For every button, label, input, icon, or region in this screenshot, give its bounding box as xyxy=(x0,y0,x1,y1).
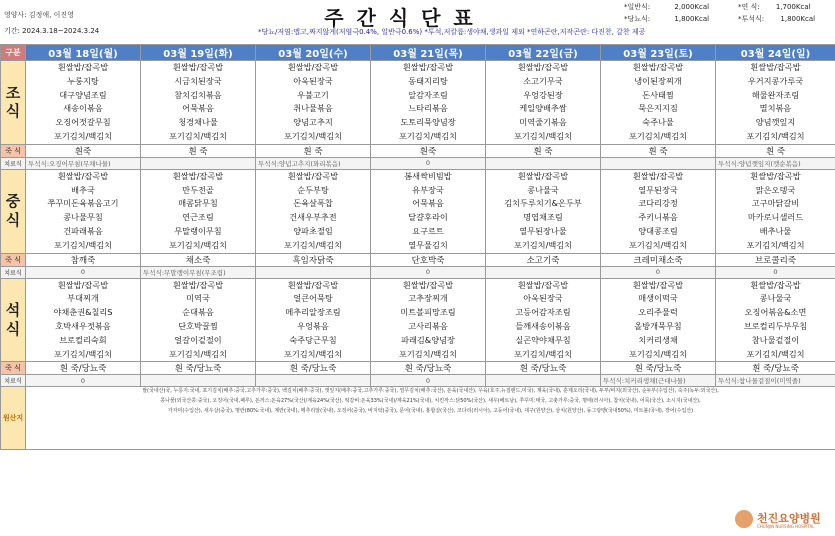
dish-item: 건새우부추전 xyxy=(289,212,337,223)
dish-item: 아욱된장국 xyxy=(293,75,333,86)
day-dish-cell xyxy=(256,169,371,253)
day-dish-cell xyxy=(26,169,141,253)
dish-item: 메추리알장조림 xyxy=(285,307,341,318)
dish-item: 부대찌개 xyxy=(67,293,99,304)
therapy-cell xyxy=(486,157,601,169)
dish-item: 포기김치/백김치 xyxy=(628,130,688,141)
therapy-cell: 0 xyxy=(371,157,486,169)
dish-item: 묵은지지짐 xyxy=(638,103,678,114)
dish-item: 참치김치볶음 xyxy=(174,89,222,100)
day-header: 03월 23일(토) xyxy=(601,45,716,61)
kcal-general: *일반식: 2,000Kcal xyxy=(624,3,710,11)
therapy-cell: 투석식:참나물겉절이(미역줄) xyxy=(716,375,835,387)
dish-item: 연근조림 xyxy=(182,212,214,223)
dish-item: 포기김치/백김치 xyxy=(746,130,805,141)
dish-item: 들깨새송이볶음 xyxy=(515,320,571,331)
porridge-row xyxy=(1,362,835,375)
porridge-cell: 흑임자닭죽 xyxy=(256,253,371,266)
porridge-cell: 참깨죽 xyxy=(26,253,141,266)
dish-item: 포기김치/백김치 xyxy=(283,130,343,141)
dish-item: 고추장찌개 xyxy=(408,293,448,304)
dish-item: 봄새싹비빔밥 xyxy=(404,170,452,181)
weekly-menu-table xyxy=(0,44,835,450)
dish-item: 양대콩조림 xyxy=(638,225,678,236)
day-dish-cell xyxy=(601,61,716,145)
dish-item: 흰쌀밥/잡곡밥 xyxy=(287,279,339,290)
therapy-cell: 0 xyxy=(371,266,486,278)
dish-item: 오리주물럭 xyxy=(638,307,678,318)
dish-item: 포기김치/백김치 xyxy=(746,348,805,359)
day-header: 03월 18일(월) xyxy=(26,45,141,61)
therapy-cell: 0 xyxy=(26,266,141,278)
meal-label xyxy=(1,61,26,145)
meal-row xyxy=(1,278,835,362)
dish-item: 양념고추지 xyxy=(293,117,333,128)
porridge-cell: 흰 죽/당뇨죽 xyxy=(141,362,256,375)
dish-item: 치커리생채 xyxy=(638,334,678,345)
dish-item: 양념깻잎지 xyxy=(755,117,796,128)
origin-line: 쌀(국내산)국, 누룽지:국내, 포기김치(배추:중국,고추가루:중국), 백김치(배추:중국), 깻잎지(배추:중국,고추가루:중국), 열무김치(배추:국산), 돈육(국내산), 우육(호주,뉴질랜드,미국), 계육(국내), 훈제오리(국내), 두부/비지(외국산), 순두부(수입산), 숙주(녹두:외국산), xyxy=(142,388,719,395)
dish-item: 누룽지탕 xyxy=(67,75,99,86)
therapy-label: 치료식 xyxy=(1,266,26,278)
porridge-cell: 채소죽 xyxy=(141,253,256,266)
therapy-row xyxy=(1,266,835,278)
dish-item: 무말랭이무침 xyxy=(174,225,222,236)
dish-item: 얼큰어묵탕 xyxy=(293,293,333,304)
dish-item: 올방개묵무침 xyxy=(634,320,682,331)
therapy-cell: 0 xyxy=(371,375,486,387)
kcal-soft: *연 식: 1,700Kcal xyxy=(738,3,811,11)
porridge-cell: 흰죽 xyxy=(26,144,141,157)
dish-item: 유부장국 xyxy=(412,184,444,195)
dish-item: 숙주나물 xyxy=(642,117,674,128)
dish-item: 우엉볶음 xyxy=(297,320,329,331)
origin-text xyxy=(26,387,835,450)
dish-item: 김치두루치기&온두부 xyxy=(504,198,582,209)
dish-item: 브로컬리두부무침 xyxy=(743,320,808,331)
dish-item: 도토리묵양념장 xyxy=(400,117,456,128)
dish-item: 흰쌀밥/잡곡밥 xyxy=(287,62,339,72)
therapy-cell xyxy=(486,375,601,387)
day-dish-cell xyxy=(141,61,256,145)
day-dish-cell xyxy=(141,169,256,253)
dish-item: 포기김치/백김치 xyxy=(628,348,688,359)
dish-item: 포기김치/백김치 xyxy=(168,130,228,141)
dish-item: 미역국 xyxy=(186,293,210,304)
dish-item: 맑은오뎅국 xyxy=(755,184,796,195)
meal-label xyxy=(1,169,26,253)
dish-item: 실곤약야채무침 xyxy=(515,334,571,345)
therapy-cell: 투석식:양념고추지(꽈리볶음) xyxy=(256,157,371,169)
porridge-cell: 흰 죽/당뇨죽 xyxy=(256,362,371,375)
logo-subtitle: CHUNJIN NURSING HOSPITAL xyxy=(757,524,815,529)
day-dish-cell xyxy=(26,61,141,145)
dish-item: 포기김치/백김치 xyxy=(283,239,343,250)
dish-item: 숙주당근무침 xyxy=(289,334,337,345)
day-dish-cell xyxy=(601,169,716,253)
dish-item: 소고기무국 xyxy=(523,75,563,86)
dish-item: 오징어젓갈무침 xyxy=(55,117,111,128)
day-header: 03월 24일(일) xyxy=(716,45,835,61)
dish-item: 아욱된장국 xyxy=(523,293,563,304)
dish-item: 우거지콩가루국 xyxy=(747,75,804,86)
dish-item: 흰쌀밥/잡곡밥 xyxy=(750,170,801,181)
therapy-row xyxy=(1,157,835,169)
day-header-row xyxy=(1,45,835,61)
dish-item: 흰쌀밥/잡곡밥 xyxy=(172,170,224,181)
dish-item: 멸치볶음 xyxy=(759,103,792,114)
dish-item: 만두전골 xyxy=(182,184,214,195)
porridge-cell: 흰 죽/당뇨죽 xyxy=(716,362,835,375)
dish-item: 포기김치/백김치 xyxy=(398,130,458,141)
dish-item: 포기김치/백김치 xyxy=(283,348,343,359)
header xyxy=(0,0,835,44)
porridge-cell: 단호박죽 xyxy=(371,253,486,266)
dish-item: 시금치된장국 xyxy=(174,75,222,86)
dish-item: 요구르트 xyxy=(412,225,444,236)
dish-item: 코다리강정 xyxy=(638,198,678,209)
kcal-dialysis: *투석식: 1,800Kcal xyxy=(738,15,816,23)
day-dish-cell xyxy=(601,278,716,362)
porridge-cell: 흰죽 xyxy=(371,144,486,157)
dish-item: 순대볶음 xyxy=(182,307,214,318)
porridge-row xyxy=(1,144,835,157)
dish-item: 배추나물 xyxy=(759,225,792,236)
dish-item: 포기김치/백김치 xyxy=(513,130,573,141)
meal-label-char: 중 xyxy=(5,192,21,211)
dish-item: 얼갈이겉절이 xyxy=(174,334,222,345)
dish-item: 명엽채조림 xyxy=(523,212,563,223)
dish-item: 미트볼피망조림 xyxy=(400,307,456,318)
dish-item: 흰쌀밥/잡곡밥 xyxy=(632,279,684,290)
dish-item: 흰쌀밥/잡곡밥 xyxy=(750,62,801,72)
origin-line: 가자미(수입산), 새우살(중국), 명란(80%:국내), 계란(국내), 메추리알(국내), 오징어(중국), 바지락(중국), 문어(국내), 홍합살(국산), 코다리(러시아), 고등어(국내), 대구(원양산), 삼치(원양산), 동그랑땡(국내50%), 미트볼(국내), 장어(수입산) xyxy=(167,407,694,414)
menu-period: 기간: 2024.3.18~2024.3.24 xyxy=(4,27,100,35)
day-dish-cell xyxy=(716,61,835,145)
corner-label: 구분 xyxy=(1,45,26,61)
therapy-cell xyxy=(486,266,601,278)
porridge-cell: 소고기죽 xyxy=(486,253,601,266)
day-dish-cell xyxy=(256,61,371,145)
day-dish-cell xyxy=(371,169,486,253)
porridge-label: 죽 식 xyxy=(1,253,26,266)
therapy-cell: 0 xyxy=(716,266,835,278)
dish-item: 달걀후라이 xyxy=(408,212,448,223)
dish-item: 주키니볶음 xyxy=(638,212,678,223)
therapy-cell xyxy=(256,375,371,387)
dish-item: 콩나물무침 xyxy=(63,212,103,223)
dish-item: 포기김치/백김치 xyxy=(513,348,573,359)
dish-item: 알감자조림 xyxy=(408,89,448,100)
dish-item: 고구마닭갈비 xyxy=(751,198,800,209)
dish-item: 포기김치/백김치 xyxy=(513,239,573,250)
porridge-row xyxy=(1,253,835,266)
dish-item: 배추국 xyxy=(71,184,95,195)
dietitian-names: 영양사: 김정애, 이진영 xyxy=(4,11,74,19)
day-dish-cell xyxy=(486,61,601,145)
dish-item: 케일양배추쌈 xyxy=(519,103,567,114)
dish-item: 돈사태찜 xyxy=(642,89,674,100)
dish-item: 단호박꿀찜 xyxy=(178,320,218,331)
dish-item: 어묵볶음 xyxy=(412,198,444,209)
therapy-cell: 투석식:치커리생채(근대나물) xyxy=(601,375,716,387)
meal-label-char: 석 xyxy=(5,301,21,320)
therapy-cell: 투석식:양념깻잎지(깻순볶음) xyxy=(716,157,835,169)
dish-item: 느타리볶음 xyxy=(408,103,448,114)
dish-item: 흰쌀밥/잡곡밥 xyxy=(287,170,339,181)
dish-item: 청경채나물 xyxy=(178,117,218,128)
dish-item: 쭈꾸미돈육볶음고기 xyxy=(47,198,119,209)
dish-item: 고사리볶음 xyxy=(408,320,448,331)
dish-item: 흰쌀밥/잡곡밥 xyxy=(402,279,454,290)
dish-item: 건파래볶음 xyxy=(63,225,103,236)
logo-name: 천진요양병원 xyxy=(757,512,821,525)
dish-item: 매생이떡국 xyxy=(638,293,678,304)
day-dish-cell xyxy=(716,169,835,253)
day-header: 03월 19일(화) xyxy=(141,45,256,61)
dish-item: 콩나물국 xyxy=(527,184,559,195)
origin-row xyxy=(1,387,835,450)
page-title: 주 간 식 단 표 xyxy=(324,6,476,30)
dish-item: 마카로니샐러드 xyxy=(747,212,804,223)
porridge-label: 죽 식 xyxy=(1,362,26,375)
therapy-cell: 투석식:오징어무침(무채나물) xyxy=(26,157,141,169)
day-dish-cell xyxy=(26,278,141,362)
logo-mark-icon xyxy=(735,510,753,528)
dish-item: 흰쌀밥/잡곡밥 xyxy=(517,279,569,290)
dish-item: 호박새우젓볶음 xyxy=(55,320,111,331)
porridge-cell: 흰 죽/당뇨죽 xyxy=(26,362,141,375)
dish-item: 흰쌀밥/잡곡밥 xyxy=(517,62,569,72)
therapy-cell xyxy=(256,266,371,278)
therapy-cell xyxy=(141,157,256,169)
dish-item: 오징어볶음&소면 xyxy=(744,307,807,318)
kcal-diabetic: *당뇨식: 1,800Kcal xyxy=(624,15,710,23)
dish-item: 흰쌀밥/잡곡밥 xyxy=(57,170,109,181)
origin-label: 원산지 xyxy=(1,387,26,450)
diet-notes: *당뇨/저염:맵고,짜지않게(저염극0.4%, 일반극0.6%) *투석,저칼륨:생야채,생과일 제외 *연하곤란,저작곤란: 다진찬, 갈찬 제공 xyxy=(258,28,646,36)
therapy-cell xyxy=(601,157,716,169)
dish-item: 고등어감자조림 xyxy=(515,307,571,318)
meal-label-char: 식 xyxy=(5,102,21,121)
dish-item: 새송이볶음 xyxy=(63,103,103,114)
meal-label-char: 식 xyxy=(5,319,21,338)
therapy-label: 치료식 xyxy=(1,375,26,387)
dish-item: 해물완자조림 xyxy=(751,89,800,100)
meal-label xyxy=(1,278,26,362)
dish-item: 냉이된장찌개 xyxy=(634,75,682,86)
dish-item: 포기김치/백김치 xyxy=(168,348,228,359)
dish-item: 야채춘권&칠리S xyxy=(53,307,113,318)
dish-item: 어묵볶음 xyxy=(182,103,214,114)
porridge-cell: 흰 죽 xyxy=(141,144,256,157)
porridge-cell: 흰 죽 xyxy=(486,144,601,157)
day-dish-cell xyxy=(371,278,486,362)
dish-item: 열무물김치 xyxy=(408,239,448,250)
dish-item: 열무된장나물 xyxy=(519,225,567,236)
dish-item: 파래김&양념장 xyxy=(401,334,455,345)
dish-item: 흰쌀밥/잡곡밥 xyxy=(172,62,224,72)
therapy-cell: 0 xyxy=(26,375,141,387)
dish-item: 미역줄기볶음 xyxy=(519,117,567,128)
day-dish-cell xyxy=(716,278,835,362)
dish-item: 순두부탕 xyxy=(297,184,329,195)
dish-item: 열무된장국 xyxy=(638,184,678,195)
dish-item: 대구양념조림 xyxy=(59,89,107,100)
porridge-cell: 크레미채소죽 xyxy=(601,253,716,266)
day-dish-cell xyxy=(371,61,486,145)
day-header: 03월 22일(금) xyxy=(486,45,601,61)
porridge-cell: 흰 죽/당뇨죽 xyxy=(486,362,601,375)
hospital-logo xyxy=(735,508,829,532)
day-dish-cell xyxy=(256,278,371,362)
dish-item: 취나물볶음 xyxy=(293,103,333,114)
dish-item: 우불고기 xyxy=(297,89,329,100)
dish-item: 흰쌀밥/잡곡밥 xyxy=(632,170,684,181)
dish-item: 흰쌀밥/잡곡밥 xyxy=(750,279,801,290)
dish-item: 흰쌀밥/잡곡밥 xyxy=(402,62,454,72)
dish-item: 우엉강된장 xyxy=(523,89,563,100)
porridge-cell: 흰 죽 xyxy=(601,144,716,157)
porridge-cell: 흰 죽 xyxy=(256,144,371,157)
day-dish-cell xyxy=(486,278,601,362)
dish-item: 콩나물국 xyxy=(759,293,792,304)
therapy-cell xyxy=(141,375,256,387)
day-dish-cell xyxy=(141,278,256,362)
dish-item: 포기김치/백김치 xyxy=(398,348,458,359)
meal-row xyxy=(1,169,835,253)
therapy-cell: 0 xyxy=(601,266,716,278)
porridge-cell: 흰 죽 xyxy=(716,144,835,157)
porridge-cell: 흰 죽/당뇨죽 xyxy=(371,362,486,375)
dish-item: 흰쌀밥/잡곡밥 xyxy=(57,279,109,290)
dish-item: 포기김치/백김치 xyxy=(168,239,228,250)
meal-row xyxy=(1,61,835,145)
day-dish-cell xyxy=(486,169,601,253)
dish-item: 흰쌀밥/잡곡밥 xyxy=(517,170,569,181)
dish-item: 흰쌀밥/잡곡밥 xyxy=(172,279,224,290)
origin-line: 콩나물(외국산콩:중국), 오징어(국내,페루), 돈까스:돈육27%(국산)/계육24%(국산), 떡갈비:돈육33%(국내)/계육21%(국내), 치킨까스:닭50%(국산), 새우(베트남), 쭈꾸미:태국, 고춧가루:중국, 명태(러시아), 참치(국내), 어묵(국산), 소시지(국내산), xyxy=(160,397,701,404)
dish-item: 포기김치/백김치 xyxy=(53,239,113,250)
dish-item: 양파초절임 xyxy=(293,225,333,236)
therapy-row xyxy=(1,375,835,387)
porridge-cell: 브로콜리죽 xyxy=(716,253,835,266)
dish-item: 포기김치/백김치 xyxy=(53,348,113,359)
dish-item: 흰쌀밥/잡곡밥 xyxy=(57,62,109,72)
meal-label-char: 식 xyxy=(5,211,21,230)
dish-item: 동태지리탕 xyxy=(408,75,448,86)
day-header: 03월 21일(목) xyxy=(371,45,486,61)
therapy-label: 치료식 xyxy=(1,157,26,169)
dish-item: 포기김치/백김치 xyxy=(628,239,688,250)
meal-label-char: 조 xyxy=(5,83,21,102)
porridge-label: 죽 식 xyxy=(1,144,26,157)
dish-item: 브로컬리숙회 xyxy=(59,334,107,345)
dish-item: 참나물겉절이 xyxy=(751,334,800,345)
dish-item: 포기김치/백김치 xyxy=(746,239,805,250)
dish-item: 매콤닭무침 xyxy=(178,198,218,209)
therapy-cell: 투석식:무말랭이무침(무조림) xyxy=(141,266,256,278)
day-header: 03월 20일(수) xyxy=(256,45,371,61)
dish-item: 포기김치/백김치 xyxy=(53,130,113,141)
dish-item: 흰쌀밥/잡곡밥 xyxy=(632,62,684,72)
dish-item: 돈육살폭찹 xyxy=(293,198,333,209)
porridge-cell: 흰 죽/당뇨죽 xyxy=(601,362,716,375)
